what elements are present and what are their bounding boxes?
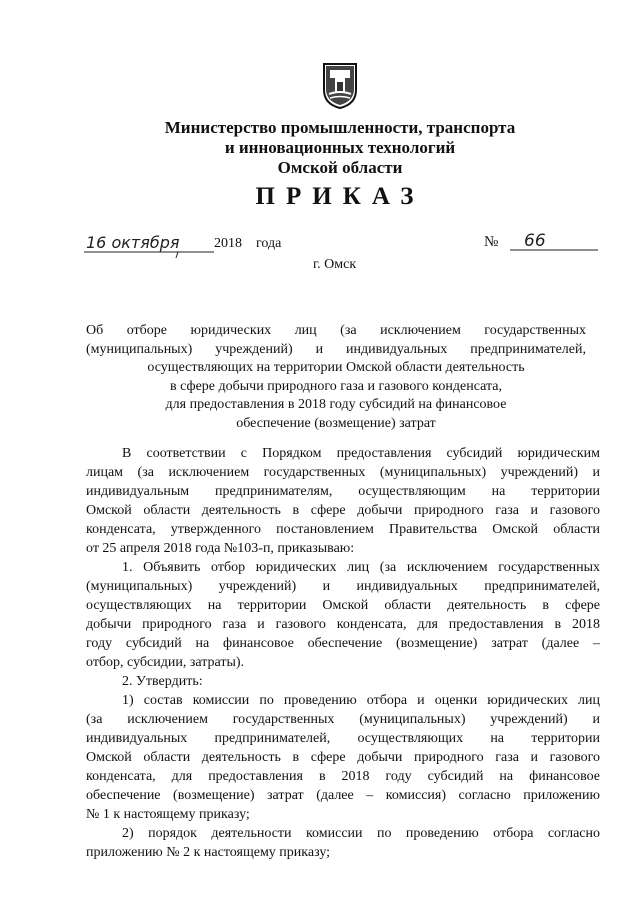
- subject-line: для предоставления в 2018 году субсидий на финансовое: [165, 397, 507, 413]
- body-line: 1. Объявить отбор юридических лиц (за исключением государственных: [122, 560, 600, 575]
- city-label: г. Омск: [313, 257, 357, 272]
- body-line: № 1 к настоящему приказу;: [86, 807, 250, 822]
- handwritten-date: [84, 232, 216, 258]
- number-sign: №: [484, 234, 499, 250]
- body-line: индивидуальным предпринимателям, осуществляющим на территории: [86, 484, 600, 499]
- body-line: индивидуальных предпринимателей, осуществляющих на территории: [86, 731, 600, 746]
- body-line: от 25 апреля 2018 года №103-п, приказываю:: [86, 541, 355, 556]
- body-line: отбор, субсидии, затраты).: [86, 655, 245, 670]
- subject-line: (муниципальных) учреждений) и индивидуальных предпринимателей,: [86, 341, 586, 357]
- body-line: добычи природного газа и газового конденсата, для предоставления в 2018: [86, 617, 600, 632]
- coat-of-arms-icon: [320, 60, 360, 110]
- body-line: 2) порядок деятельности комиссии по проведению отбора согласно: [122, 826, 600, 841]
- body-line: (муниципальных) учреждений) и индивидуальных предпринимателей,: [86, 579, 600, 594]
- body-line: лицам (за исключением государственных (муниципальных) учреждений) и: [86, 465, 600, 480]
- subject-line: в сфере добычи природного газа и газового конденсата,: [170, 378, 502, 394]
- ministry-name-line: Омской области: [277, 158, 403, 177]
- document-title: ПРИКАЗ: [255, 183, 425, 210]
- body-line: конденсата, утвержденного постановлением Правительства Омской области: [86, 522, 600, 537]
- date-year: 2018: [214, 236, 242, 251]
- subject-line: обеспечение (возмещение) затрат: [236, 415, 436, 431]
- document-body: [86, 444, 600, 862]
- body-line: Омской области деятельность в сфере добычи природного газа и газового: [86, 750, 600, 765]
- subject-line: Об отборе юридических лиц (за исключением государственных: [86, 323, 586, 338]
- svg-text:16 октября: 16 октября: [86, 233, 180, 252]
- ministry-name-line: и инновационных технологий: [224, 138, 456, 157]
- body-line: В соответствии с Порядком предоставления субсидий юридическим: [122, 446, 600, 461]
- body-line: приложению № 2 к настоящему приказу;: [86, 845, 331, 860]
- body-line: 2. Утвердить:: [122, 674, 203, 689]
- body-line: (за исключением государственных (муниципальных) учреждений) и: [86, 712, 600, 727]
- body-line: осуществляющих на территории Омской области деятельность в сфере: [86, 598, 600, 613]
- date-word: года: [256, 236, 282, 251]
- body-line: Омской области деятельность в сфере добычи природного газа и газового: [86, 503, 600, 518]
- ministry-name-line: Министерство промышленности, транспорта: [164, 118, 516, 137]
- body-line: году субсидий на финансовое обеспечение (возмещение) затрат (далее –: [86, 636, 600, 651]
- document-subject: [86, 322, 586, 434]
- handwritten-number: [510, 230, 600, 254]
- body-line: конденсата, для предоставления в 2018 году субсидий на финансовое: [86, 769, 600, 784]
- body-line: обеспечение (возмещение) затрат (далее – комиссия) согласно приложению: [86, 788, 600, 803]
- subject-line: осуществляющих на территории Омской области деятельность: [147, 360, 525, 376]
- body-line: 1) состав комиссии по проведению отбора и оценки юридических лиц: [122, 693, 600, 708]
- svg-text:66: 66: [524, 231, 546, 251]
